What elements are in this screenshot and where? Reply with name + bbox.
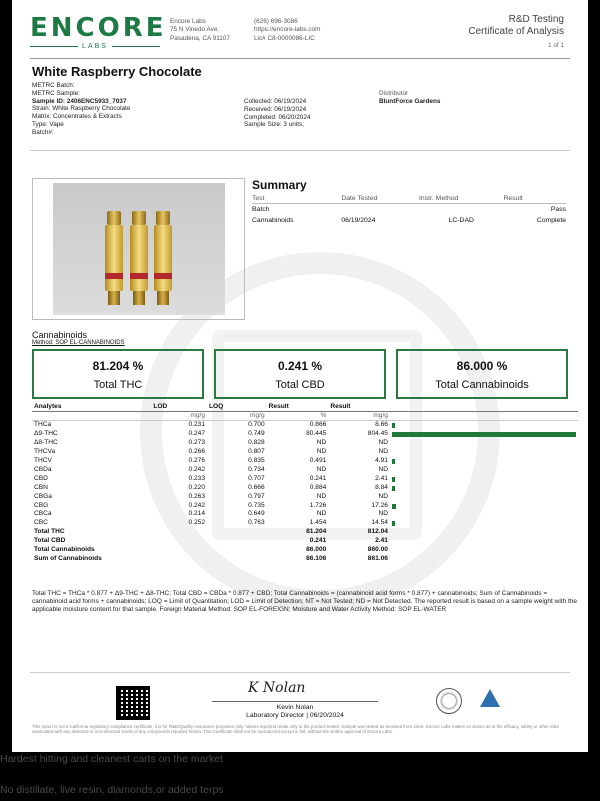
analyte-row: CBD 0.233 0.707 0.241 2.41 bbox=[32, 475, 578, 484]
header bbox=[12, 0, 588, 56]
analytes-table: Analytes LOD LOQ Result Result mg/g mg/g % mg/g THCa 0.231 0.700 0.866 8.66 Δ9-THC 0.247 0.749 80.445 804.45 Δ8-THC 0.273 0.828 ND ND THCVa 0.266 0.807 ND ND THCV 0.276 0.835 0.491 4.91 CBDa 0.242 0.734 ND ND CBD 0.233 0.707 0.241 2.41 CBN 0.220 0.666 0.884 8.84 CBGa 0.263 0.797 ND ND CBG 0.242 0.735 1.726 17.26 CBCa 0.214 0.649 ND ND CBC 0.252 0.763 1.454 14.54 Total THC 81.204 812.04 Total CBD 0.241 2.41 Total Cannabinoids 86.000 860.00 Sum of Cannabinoids 86.106 861.06 bbox=[32, 402, 578, 564]
result-bar bbox=[392, 504, 396, 509]
logo-word: ENCORE bbox=[30, 13, 167, 43]
signature: K Nolan bbox=[248, 680, 306, 696]
lab-address: Encore Labs 75 N Vinedo Ave. Pasadena, CA 91107 bbox=[170, 18, 230, 42]
accreditation-triangle-icon bbox=[480, 689, 500, 707]
result-bar bbox=[392, 477, 395, 482]
result-bar bbox=[392, 521, 395, 526]
caption-line-1: Hardest hitting and cleanest carts on the market bbox=[0, 753, 223, 765]
kpi-total-cbd: 0.241 % Total CBD bbox=[214, 349, 386, 399]
analyte-row: THCV 0.276 0.835 0.491 4.91 bbox=[32, 457, 578, 466]
analyte-row: Δ9-THC 0.247 0.749 80.445 804.45 bbox=[32, 430, 578, 439]
header-rule bbox=[30, 58, 570, 59]
analyte-row: CBGa 0.263 0.797 ND ND bbox=[34, 492, 388, 500]
result-bar bbox=[392, 423, 395, 428]
calculation-notes: Total THC = THCa * 0.877 + Δ9-THC + Δ8-THC; Total CBD = CBDa * 0.877 + CBD; Total Cannabinoids = (cannabinoid acid forms * 0.877) + cannabinoids; Sum of Cannabinoids = cannabinoid acid forms + cannabinoids; LOQ = Limit of Quantitation; LOD = Limit of Detection; NT = Not Tested; ND = Not Detected. The reported result is based on a sample weight with the applicable moisture content for that sample. Foreign Material Method: SOP EL-FOREIGN; Moisture and Water Activity Method: SOP EL-WATER bbox=[32, 590, 578, 614]
accreditation-seal-icon bbox=[436, 688, 462, 714]
kpi-total-cannabinoids: 86.000 % Total Cannabinoids bbox=[396, 349, 568, 399]
summary-table: Test Date Tested Instr. Method Result Batch Pass Cannabinoids 06/19/2024 LC-DAD Complete bbox=[252, 195, 566, 224]
caption-line-2: No distillate, live resin, diamonds,or added terps bbox=[0, 784, 224, 796]
analyte-row: THCa 0.231 0.700 0.866 8.66 bbox=[32, 421, 578, 430]
analyte-row: CBN 0.220 0.666 0.884 8.84 bbox=[32, 484, 578, 493]
photo-background bbox=[53, 183, 225, 315]
total-row: Total Cannabinoids 86.000 860.00 bbox=[34, 546, 388, 554]
cannabinoids-title: Cannabinoids bbox=[32, 330, 88, 340]
distributor: Distributor BluntForce Gardens bbox=[379, 90, 441, 105]
meta-rule bbox=[30, 150, 570, 151]
analyte-row: CBCa 0.214 0.649 ND ND bbox=[34, 510, 388, 518]
encore-logo bbox=[30, 13, 167, 50]
analyte-row: CBG 0.242 0.735 1.726 17.26 bbox=[32, 502, 578, 511]
analyte-row: THCVa 0.266 0.807 ND ND bbox=[34, 448, 388, 456]
logo-sub: LABS bbox=[82, 43, 108, 50]
summary-row: Batch Pass bbox=[252, 206, 566, 213]
qr-code[interactable] bbox=[116, 686, 150, 720]
analyte-row: Δ8-THC 0.273 0.828 ND ND bbox=[34, 439, 388, 447]
analyte-row: CBDa 0.242 0.734 ND ND bbox=[34, 465, 388, 473]
result-bar bbox=[392, 432, 576, 437]
summary-row: Cannabinoids 06/19/2024 LC-DAD Complete bbox=[252, 217, 566, 224]
cannabinoids-method: Method: SOP EL-CANNABINOIDS bbox=[32, 340, 125, 346]
sample-meta: METRC Batch: METRC Sample: Sample ID: 2406ENC5933_7037 Strain: White Raspberry Chocolate Matrix: Concentrates & Extracts Type: Vape Batch#: bbox=[32, 82, 131, 136]
result-bar bbox=[392, 486, 395, 491]
total-row: Sum of Cannabinoids 86.106 861.06 bbox=[34, 555, 388, 562]
kpi-total-thc: 81.204 % Total THC bbox=[32, 349, 204, 399]
cartridge-image bbox=[130, 211, 148, 305]
page-count: 1 of 1 bbox=[548, 42, 564, 49]
analyte-row: CBC 0.252 0.763 1.454 14.54 bbox=[32, 519, 578, 528]
summary-title: Summary bbox=[252, 178, 307, 192]
cartridge-image bbox=[105, 211, 123, 305]
total-row: Total THC 81.204 812.04 bbox=[34, 528, 388, 536]
disclaimer: This report is not a California regulatory compliance certificate, it is for R&D/Quality Assurance purposes only. Values reported relate only to the product tested. Sample was tested as received from client. Encore Labs makes no claims as to the efficacy, safety or other risks associated with any detected or non-detected levels of any compounds reported herein. This Certificate shall not be reproduced except in full, without the written approval of Encore Labs. bbox=[32, 724, 560, 735]
signature-line bbox=[212, 701, 378, 702]
cartridge-image bbox=[154, 211, 172, 305]
coa-page bbox=[12, 0, 588, 752]
doc-title: R&D Testing Certificate of Analysis 1 of 1 bbox=[468, 14, 564, 49]
total-row: Total CBD 0.241 2.41 bbox=[34, 537, 388, 545]
result-bar bbox=[392, 459, 395, 464]
sample-dates: Collected: 06/19/2024 Received: 06/19/2024 Completed: 06/20/2024 Sample Size: 3 units; bbox=[244, 98, 311, 129]
signature-rule bbox=[30, 672, 570, 673]
product-photo bbox=[32, 178, 245, 320]
signer: Kevin Nolan Laboratory Director | 06/20/2024 bbox=[246, 704, 344, 719]
product-name: White Raspberry Chocolate bbox=[32, 64, 202, 79]
lab-contact: (626) 696-3086 https://encore-labs.com Lic# C8-0000086-LIC bbox=[254, 18, 321, 42]
